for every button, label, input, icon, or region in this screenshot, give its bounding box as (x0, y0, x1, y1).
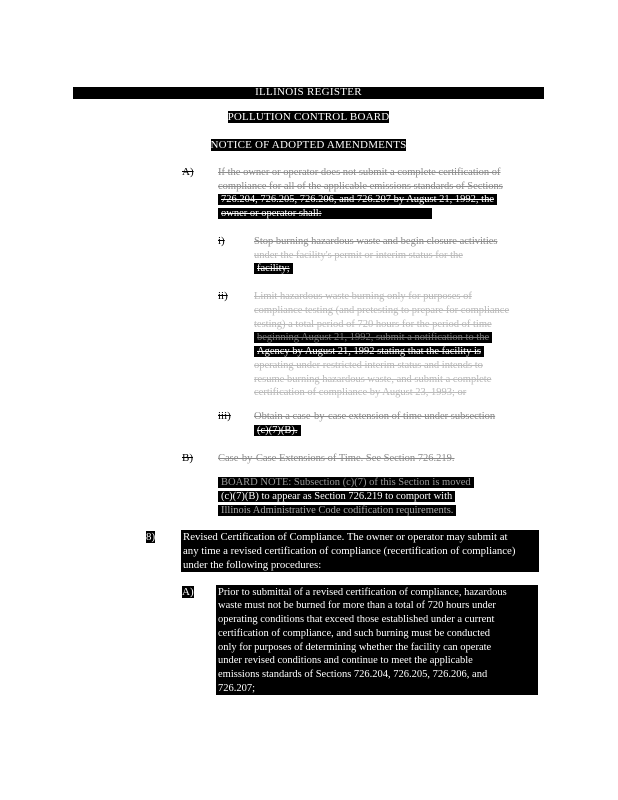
item-ii-line-4-text: beginning August 21, 1992, submit a notification to the (254, 332, 492, 343)
item-b-line: Case-by-Case Extensions of Time. See Section 726.219. (218, 453, 455, 464)
board-note-line-1-text: BOARD NOTE: Subsection (c)(7) of this Section is moved (218, 477, 474, 488)
item-ii-line-7: resume burning hazardous waste, and submit a complete (254, 374, 492, 385)
board-note-line-1 (218, 476, 474, 490)
section-8-a-line-8: 726.207; (218, 683, 256, 694)
item-b-label: B) (182, 452, 193, 464)
board-note-line-3 (218, 504, 456, 518)
section-8-label (146, 531, 155, 544)
item-iii-line-2-text: (c)(7)(B). (254, 425, 301, 436)
board-title (73, 111, 544, 123)
register-title: ILLINOIS REGISTER (255, 86, 362, 98)
item-ii-line-2: compliance testing (and pretesting to prepare for compliance (254, 305, 510, 316)
section-8-a-label (182, 586, 194, 599)
section-8-a-label-text: A) (182, 586, 194, 598)
item-ii-line-5 (254, 345, 484, 359)
section-8-a-line-7: emissions standards of Sections 726.204, 726.205, 726.206, and (218, 669, 488, 680)
item-i-line-2: under the facility's permit or interim status for the (254, 250, 463, 261)
section-8-a-line-4: certification of compliance, and such burning must be conducted (218, 628, 491, 639)
notice-title-text: NOTICE OF ADOPTED AMENDMENTS (210, 139, 407, 151)
item-ii-line-8: certification of compliance by August 23, 1993; or (254, 387, 467, 398)
board-title-text: POLLUTION CONTROL BOARD (227, 111, 390, 123)
item-i-label: i) (218, 235, 225, 247)
section-8-a-line-2: waste must not be burned for more than a total of 720 hours under (218, 600, 496, 611)
item-ii-label: ii) (218, 290, 228, 302)
item-ii-line-3: testing) a total period of 720 hours for the period of time (254, 319, 492, 330)
item-a-line-2: compliance for all of the applicable emissions standards of Sections (218, 181, 503, 192)
item-a-line-4 (218, 207, 432, 221)
item-i-line-3-text: facility; (254, 263, 293, 274)
item-ii-line-4 (254, 331, 492, 345)
item-a-label: A) (182, 166, 194, 178)
section-8-line-2: any time a revised certification of compliance (recertification of compliance) (183, 545, 516, 557)
section-8-a-line-6: under revised conditions and continue to meet the applicable (218, 655, 473, 666)
item-a-line-3-text: 726.204, 726.205, 726.206, and 726.207 by August 21, 1992, the (218, 194, 497, 205)
item-a-line-4-text: owner or operator shall: (218, 208, 432, 219)
item-ii-line-1: Limit hazardous waste burning only for purposes of (254, 291, 472, 302)
item-iii-line-2 (254, 424, 301, 438)
notice-title (73, 139, 544, 151)
section-8-a-line-5: only for purposes of determining whether the facility can operate (218, 642, 492, 653)
section-8-a-line-3: operating conditions that exceed those established under a current (218, 614, 495, 625)
item-ii-line-6: operating under restricted interim status and intends to (254, 360, 483, 371)
item-a-line-1: If the owner or operator does not submit a complete certification of (218, 167, 501, 178)
item-i-line-3 (254, 262, 293, 276)
section-8-a-line-1: Prior to submittal of a revised certification of compliance, hazardous (218, 587, 507, 598)
item-iii-line-1: Obtain a case-by-case extension of time under subsection (254, 411, 496, 422)
item-ii-line-5-text: Agency by August 21, 1992 stating that the facility is (254, 346, 484, 357)
section-8-line-1: Revised Certification of Compliance. The owner or operator may submit at (183, 531, 508, 543)
board-note-line-2-text: (c)(7)(B) to appear as Section 726.219 to comport with (218, 491, 455, 502)
header-rule (73, 98, 544, 99)
item-i-line-1: Stop burning hazardous waste and begin closure activities (254, 236, 498, 247)
section-8-label-text: 8) (146, 531, 156, 543)
item-a-line-3 (218, 193, 497, 207)
board-note-line-3-text: Illinois Administrative Code codification requirements. (218, 505, 456, 516)
item-iii-label: iii) (218, 410, 231, 422)
section-8-line-3: under the following procedures: (183, 559, 322, 571)
board-note-line-2 (218, 490, 455, 504)
